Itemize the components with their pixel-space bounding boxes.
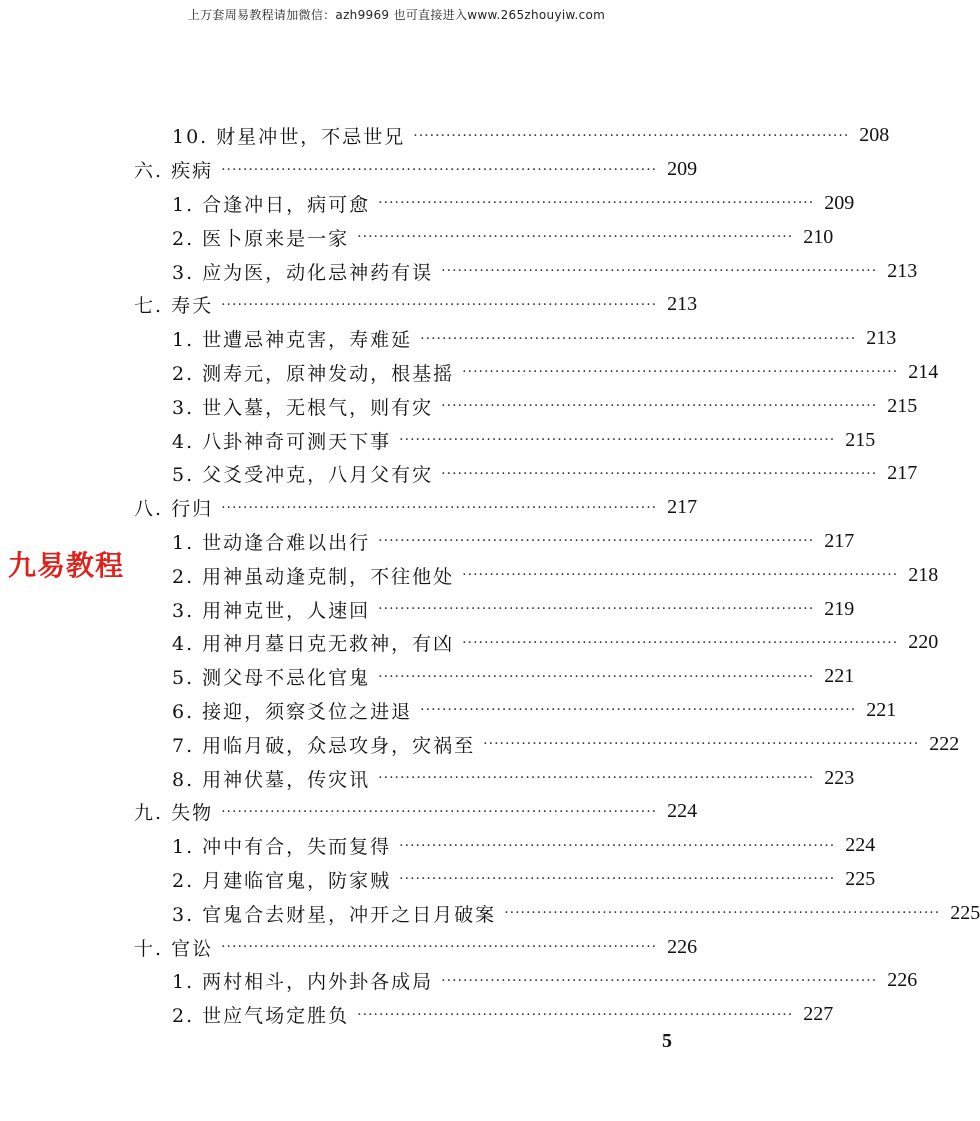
toc-page-number: 220 — [908, 631, 939, 654]
toc-entry-row — [0, 322, 897, 356]
toc-section-row — [0, 930, 793, 964]
toc-entry-title: 1. 世遭忌神克害，寿难延 — [172, 329, 413, 352]
toc-page-number: 215 — [887, 394, 918, 417]
toc-page-number: 215 — [845, 428, 876, 451]
toc-entry-row — [0, 558, 939, 592]
toc-entry-title: 十. 官讼 — [134, 937, 214, 960]
dot-leader: ················································································ — [221, 499, 658, 516]
toc-page-number: 219 — [824, 597, 855, 620]
toc-entry-title: 2. 世应气场定胜负 — [172, 1005, 350, 1028]
toc-entry-title: 3. 官鬼合去财星，冲开之日月破案 — [172, 903, 497, 926]
toc-page-number: 225 — [950, 901, 980, 924]
toc-entry-title: 八. 行归 — [134, 498, 214, 521]
dot-leader: ················································································ — [378, 195, 815, 212]
toc-entry-title: 1. 合逢冲日，病可愈 — [172, 193, 371, 216]
dot-leader: ················································································ — [357, 1006, 794, 1023]
toc-page-number: 208 — [859, 124, 890, 147]
header-note: 上万套周易教程请加微信：azh9969 也可直接进入www.265zhouyiw.com — [187, 8, 606, 22]
toc-page-number: 221 — [866, 698, 897, 721]
toc-entry-row — [0, 119, 890, 153]
toc-entry-title: 4. 用神月墓日克无救神，有凶 — [172, 633, 455, 656]
toc-entry-title: 3. 用神克世，人速回 — [172, 599, 371, 622]
toc-entry-row — [0, 423, 876, 457]
table-of-contents — [0, 119, 980, 1032]
toc-entry-title: 2. 用神虽动逢克制，不往他处 — [172, 565, 455, 588]
toc-entry-title: 8. 用神伏墓，传灾讯 — [172, 768, 371, 791]
dot-leader: ················································································ — [221, 161, 658, 178]
dot-leader: ················································································ — [399, 432, 836, 449]
toc-entry-title: 5. 父爻受冲克，八月父有灾 — [172, 464, 434, 487]
toc-entry-title: 6. 接迎，须察爻位之进退 — [172, 700, 413, 723]
toc-entry-row — [0, 356, 939, 390]
toc-entry-row — [0, 525, 855, 559]
toc-entry-row — [0, 694, 897, 728]
toc-entry-row — [0, 187, 855, 221]
toc-page-number: 224 — [845, 834, 876, 857]
toc-entry-title: 1. 冲中有合，失而复得 — [172, 836, 392, 859]
toc-entry-title: 1. 世动逢合难以出行 — [172, 531, 371, 554]
toc-entry-title: 4. 八卦神奇可测天下事 — [172, 430, 392, 453]
toc-entry-title: 2. 测寿元，原神发动，根基摇 — [172, 362, 455, 385]
dot-leader: ················································································ — [221, 939, 658, 956]
toc-page-number: 223 — [824, 766, 855, 789]
toc-entry-row — [0, 998, 834, 1032]
toc-section-row — [0, 288, 793, 322]
toc-entry-title: 10. 财星冲世，不忌世兄 — [172, 126, 406, 149]
dot-leader: ················································································ — [441, 465, 878, 482]
toc-page-number: 224 — [667, 800, 698, 823]
toc-page-number: 221 — [824, 665, 855, 688]
toc-entry-row — [0, 592, 855, 626]
page-number: 5 — [662, 1030, 672, 1052]
dot-leader: ················································································ — [378, 668, 815, 685]
toc-page-number: 210 — [803, 225, 834, 248]
toc-entry-row — [0, 863, 876, 897]
toc-page-number: 214 — [908, 360, 939, 383]
dot-leader: ················································································ — [441, 263, 878, 280]
toc-entry-row — [0, 389, 918, 423]
toc-entry-title: 5. 测父母不忌化官鬼 — [172, 667, 371, 690]
dot-leader: ················································································ — [441, 972, 878, 989]
toc-page-number: 217 — [667, 496, 698, 519]
dot-leader: ················································································ — [462, 364, 899, 381]
dot-leader: ················································································ — [420, 702, 857, 719]
toc-page-number: 213 — [887, 259, 918, 282]
toc-page-number: 225 — [845, 867, 876, 890]
toc-section-row — [0, 153, 793, 187]
toc-entry-row — [0, 964, 918, 998]
watermark-logo: 九易教程 — [8, 549, 125, 582]
toc-entry-title: 1. 两村相斗，内外卦各成局 — [172, 971, 434, 994]
toc-page-number: 226 — [667, 935, 698, 958]
dot-leader: ················································································ — [504, 905, 941, 922]
dot-leader: ················································································ — [378, 533, 815, 550]
dot-leader: ················································································ — [221, 296, 658, 313]
toc-page-number: 218 — [908, 563, 939, 586]
toc-page-number: 226 — [887, 969, 918, 992]
dot-leader: ················································································ — [378, 601, 815, 618]
toc-entry-row — [0, 829, 876, 863]
toc-entry-title: 7. 用临月破，众忌攻身，灾祸至 — [172, 734, 476, 757]
toc-entry-row — [0, 896, 980, 930]
toc-entry-row — [0, 626, 939, 660]
toc-entry-row — [0, 727, 960, 761]
toc-page-number: 209 — [824, 191, 855, 214]
dot-leader: ················································································ — [413, 127, 850, 144]
toc-entry-row — [0, 660, 855, 694]
toc-entry-row — [0, 220, 834, 254]
toc-page-number: 217 — [887, 462, 918, 485]
toc-entry-title: 3. 世入墓，无根气，则有灾 — [172, 396, 434, 419]
toc-page-number: 213 — [667, 293, 698, 316]
toc-section-row — [0, 491, 793, 525]
toc-entry-row — [0, 457, 918, 491]
dot-leader: ················································································ — [420, 330, 857, 347]
dot-leader: ················································································ — [441, 398, 878, 415]
toc-entry-title: 七. 寿夭 — [134, 295, 214, 318]
dot-leader: ················································································ — [399, 871, 836, 888]
toc-page-number: 222 — [929, 732, 960, 755]
toc-entry-row — [0, 254, 918, 288]
toc-entry-title: 九. 失物 — [134, 802, 214, 825]
toc-entry-row — [0, 761, 855, 795]
toc-entry-title: 六. 疾病 — [134, 160, 214, 183]
toc-entry-title: 3. 应为医，动化忌神药有误 — [172, 261, 434, 284]
toc-page-number: 213 — [866, 327, 897, 350]
toc-entry-title: 2. 医卜原来是一家 — [172, 227, 350, 250]
toc-section-row — [0, 795, 793, 829]
dot-leader: ················································································ — [483, 736, 920, 753]
dot-leader: ················································································ — [357, 229, 794, 246]
toc-page-number: 217 — [824, 529, 855, 552]
toc-page-number: 227 — [803, 1003, 834, 1026]
dot-leader: ················································································ — [462, 567, 899, 584]
dot-leader: ················································································ — [378, 770, 815, 787]
dot-leader: ················································································ — [462, 634, 899, 651]
dot-leader: ················································································ — [221, 803, 658, 820]
dot-leader: ················································································ — [399, 837, 836, 854]
toc-page-number: 209 — [667, 158, 698, 181]
toc-entry-title: 2. 月建临官鬼，防家贼 — [172, 869, 392, 892]
